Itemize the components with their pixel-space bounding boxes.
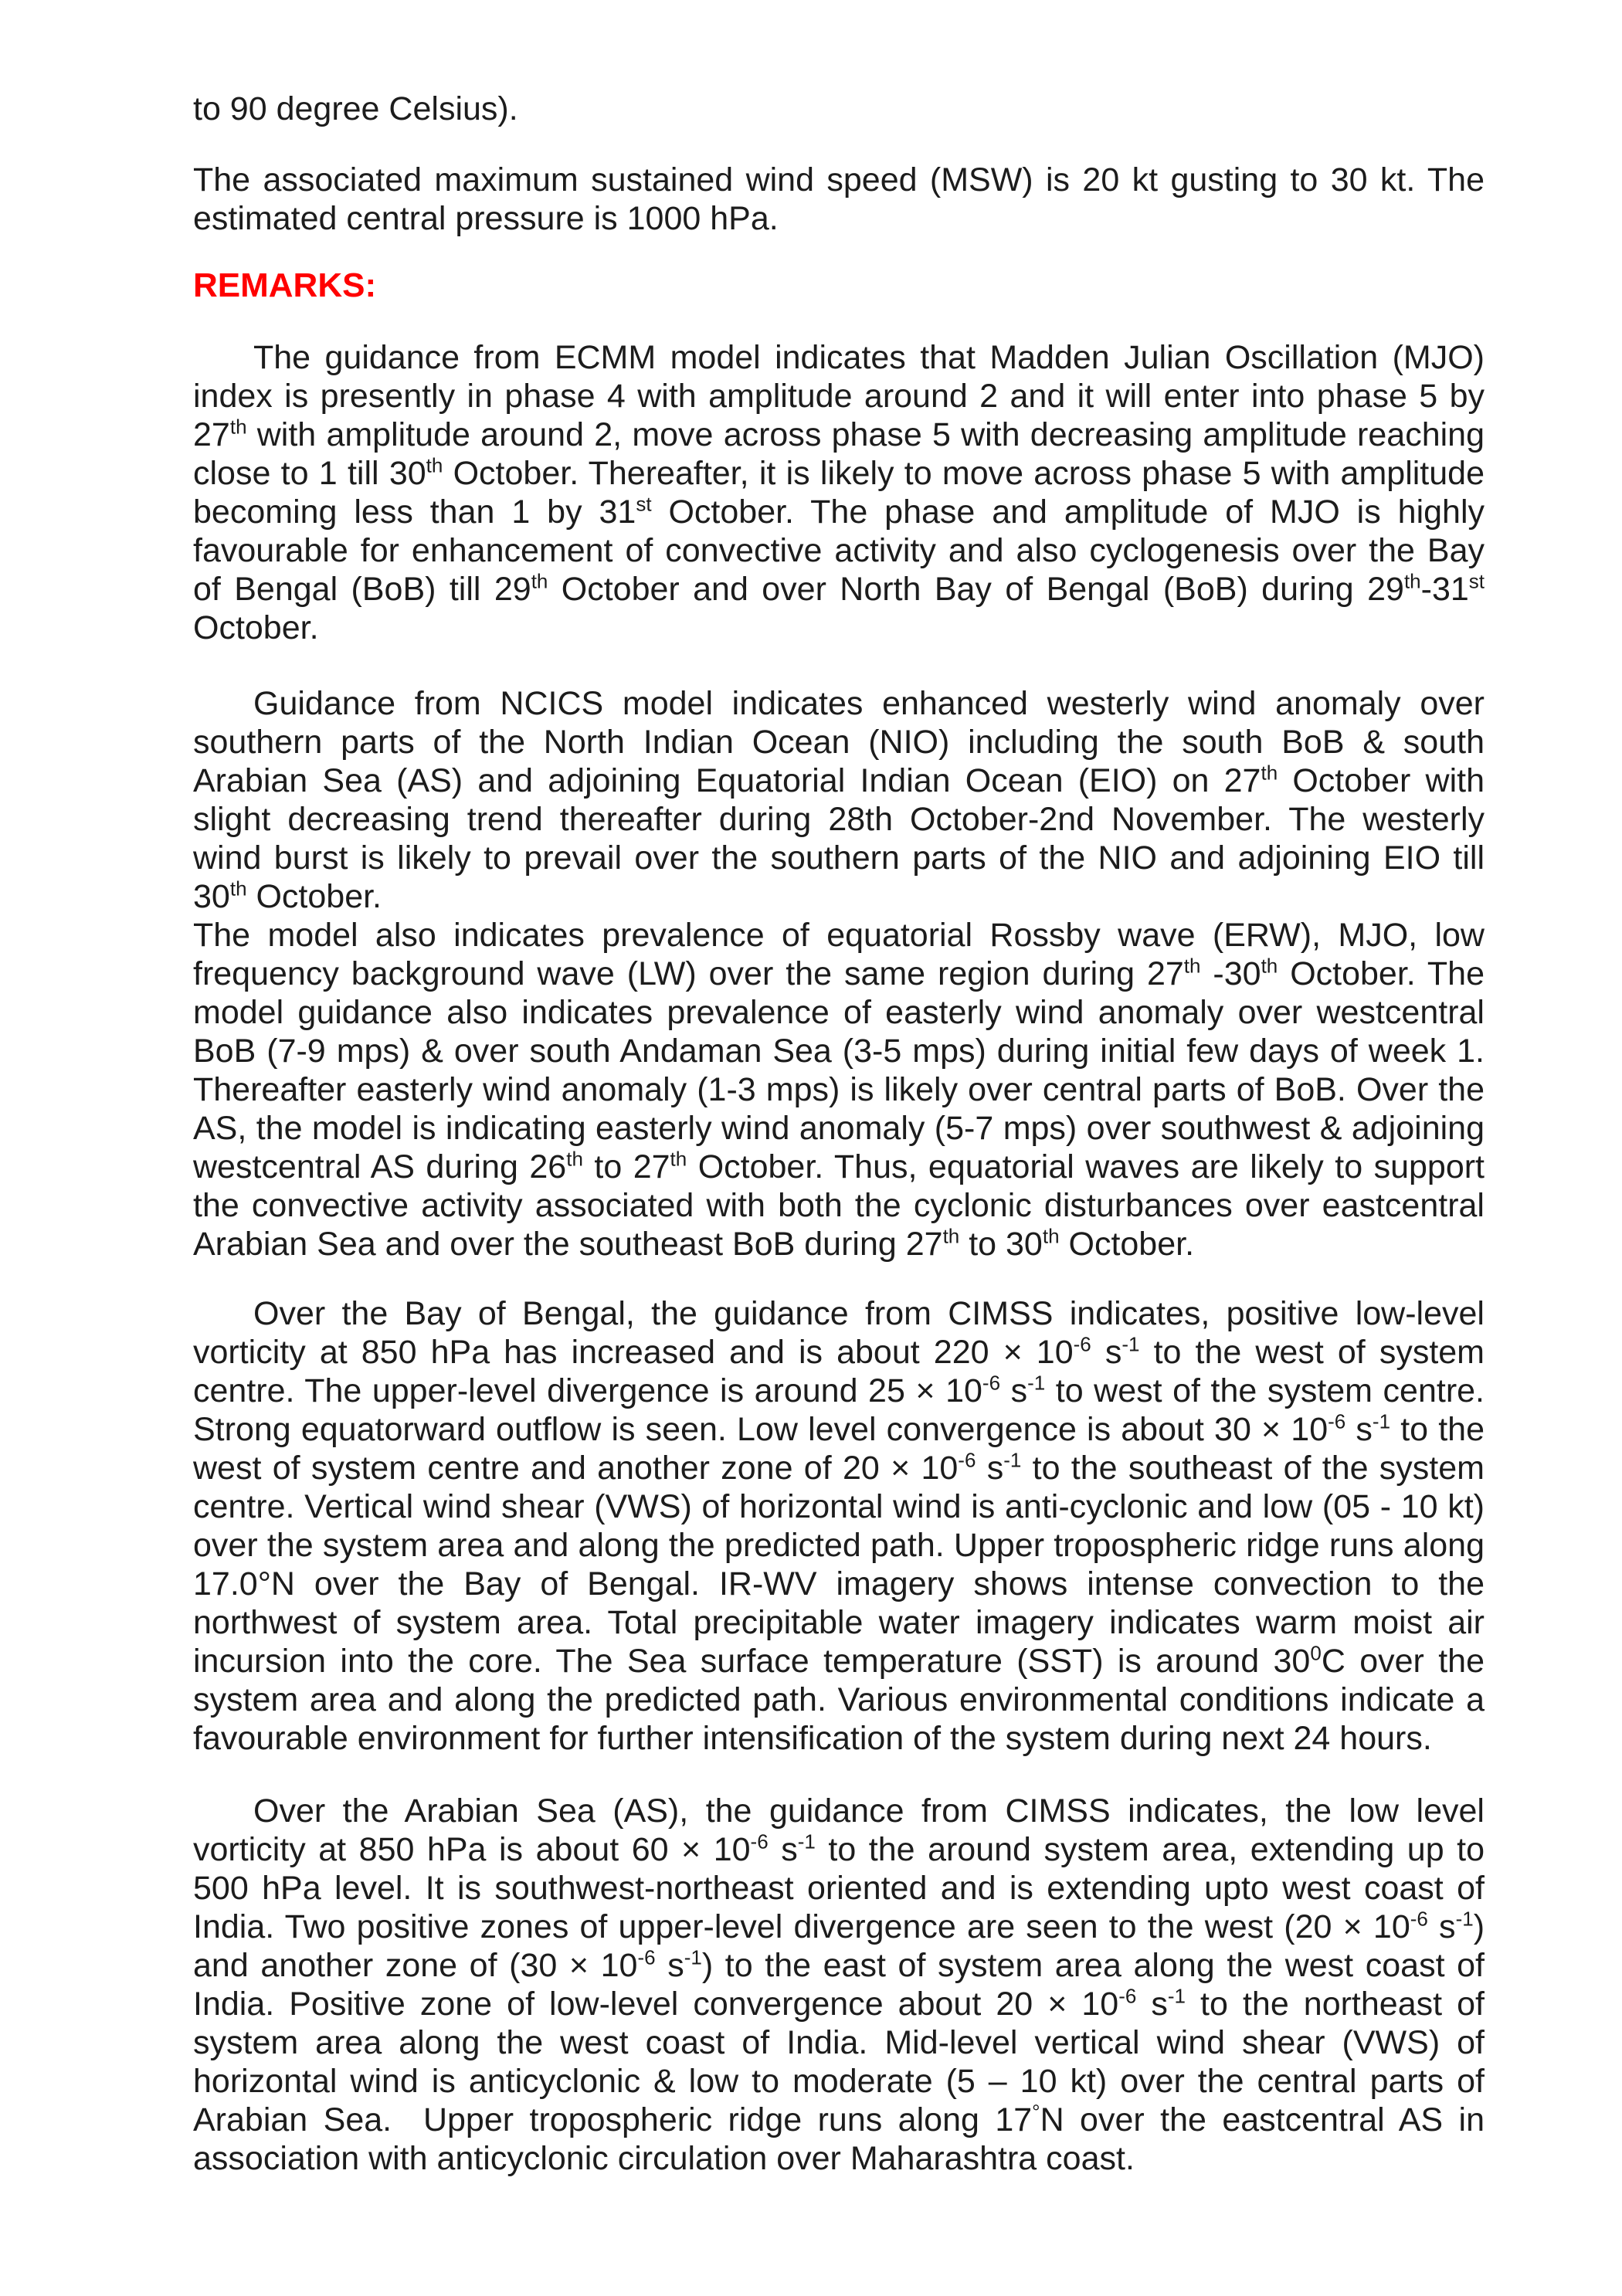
- text-run: The model also indicates prevalence of equatorial Rossby wave (ERW), MJO, low frequency background wave (LW) over the same region during 27: [193, 917, 1485, 992]
- text-run: s: [1427, 1908, 1456, 1945]
- text-run: s: [655, 1947, 684, 1984]
- text-run: to the west of system centre and another zone of 20 × 10: [193, 1411, 1485, 1487]
- superscript: th: [426, 453, 443, 477]
- superscript: -6: [637, 1945, 656, 1969]
- text-run: -31: [1420, 571, 1469, 608]
- text-run: s: [976, 1450, 1004, 1487]
- text-run: October. The model guidance also indicates prevalence of easterly wind anomaly over westcentral BoB (7-9 mps) & over south Andaman Sea (3-5 mps) during initial few days of week 1. Thereafter easterly wind anomaly (1-3 mps) is likely over central parts of BoB. Over the AS, the model is indicating easterly wind anomaly (5-7 mps) over southwest & adjoining westcentral AS during 26: [193, 955, 1485, 1185]
- superscript: th: [229, 877, 247, 900]
- text-run: s: [1136, 1986, 1168, 2023]
- text-run: ) to the east of system area along the west coast of India. Positive zone of low-level convergence about 20 × 10: [193, 1947, 1485, 2023]
- paragraph-cimss-bay-of-bengal: [193, 1294, 1485, 1758]
- text-run: -30: [1200, 955, 1261, 992]
- paragraph-ecmm-mjo: [193, 338, 1485, 647]
- intro-line: to 90 degree Celsius).: [193, 90, 518, 127]
- text-run: to the northeast of system area along the west coast of India. Mid-level vertical wind shear (VWS) of horizontal wind is anticyclonic & low to moderate (5 – 10 kt) over the central parts of Arabian Sea. Upper tropospheric ridge runs along 17: [193, 1986, 1485, 2138]
- text-run: s: [1091, 1334, 1122, 1371]
- superscript: th: [1183, 954, 1201, 978]
- text-run: October with slight decreasing trend thereafter during 28th October-2nd November. The westerly wind burst is likely to prevail over the southern parts of the NIO and adjoining EIO till 30: [193, 762, 1485, 915]
- text-run: October. Thereafter, it is likely to move across phase 5 with amplitude becoming less than 1 by 31: [193, 455, 1485, 531]
- paragraph-equatorial-waves: [193, 916, 1485, 1263]
- superscript: -6: [750, 1830, 769, 1853]
- text-run: to west of the system centre. Strong equatorward outflow is seen. Low level convergence is about 30 × 10: [193, 1372, 1485, 1448]
- paragraph-ncics: [193, 684, 1485, 916]
- superscript: 0: [1310, 1641, 1322, 1665]
- superscript: -6: [1118, 1984, 1137, 2008]
- text-run: Over the Bay of Bengal, the guidance from CIMSS indicates, positive low-level vorticity at 850 hPa has increased and is about 220 × 10: [193, 1295, 1485, 1371]
- superscript: -1: [797, 1830, 816, 1853]
- text-run: s: [768, 1831, 798, 1868]
- text-run: to the west of system centre. The upper-level divergence is around 25 × 10: [193, 1334, 1485, 1409]
- superscript: -1: [1003, 1448, 1022, 1472]
- text-run: to 27: [582, 1148, 670, 1185]
- superscript: th: [229, 415, 247, 439]
- text-run: to 30: [959, 1226, 1043, 1263]
- superscript: -6: [1328, 1409, 1346, 1433]
- superscript: th: [670, 1147, 687, 1171]
- superscript: th: [942, 1224, 960, 1248]
- text-run: s: [1000, 1372, 1028, 1409]
- text-run: October and over North Bay of Bengal (BoB) during 29: [548, 571, 1404, 608]
- superscript: -6: [982, 1371, 1001, 1395]
- superscript: th: [1261, 954, 1278, 978]
- text-run: ) and another zone of (30 × 10: [193, 1908, 1485, 1984]
- text-run: Guidance from NCICS model indicates enhanced westerly wind anomaly over southern parts of the North Indian Ocean (NIO) including the south BoB & south Arabian Sea (AS) and adjoining Equatorial Indian Ocean (EIO) on 27: [193, 685, 1485, 799]
- text-run: Over the Arabian Sea (AS), the guidance from CIMSS indicates, the low level vorticity at 850 hPa is about 60 × 10: [193, 1792, 1485, 1868]
- superscript: th: [1042, 1224, 1060, 1248]
- superscript: st: [636, 492, 652, 516]
- superscript: th: [1403, 569, 1421, 593]
- remarks-heading: REMARKS:: [193, 266, 377, 304]
- text-run: N over the eastcentral AS in association with anticyclonic circulation over Maharashtra coast.: [193, 2101, 1485, 2177]
- superscript: -6: [1410, 1907, 1428, 1931]
- text-run: October.: [246, 878, 382, 915]
- superscript: -1: [1372, 1409, 1391, 1433]
- superscript: -1: [1167, 1984, 1186, 2008]
- superscript: -1: [684, 1945, 702, 1969]
- text-run: The guidance from ECMM model indicates that Madden Julian Oscillation (MJO) index is presently in phase 4 with amplitude around 2 and it will enter into phase 5 by 27: [193, 339, 1485, 453]
- text-run: October.: [193, 609, 319, 646]
- superscript: °: [1032, 2100, 1040, 2124]
- text-run: to the southeast of the system centre. Vertical wind shear (VWS) of horizontal wind is anti-cyclonic and low (05 - 10 kt) over the system area and along the predicted path. Upper tropospheric ridge runs along 17.0°N over the Bay of Bengal. IR-WV imagery shows intense convection to the northwest of system area. Total precipitable water imagery indicates warm moist air incursion into the core. The Sea surface temperature (SST) is around 30: [193, 1450, 1485, 1680]
- msw-paragraph: The associated maximum sustained wind speed (MSW) is 20 kt gusting to 30 kt. The estimated central pressure is 1000 hPa.: [193, 161, 1485, 237]
- text-run: October.: [1059, 1226, 1195, 1263]
- text-run: s: [1345, 1411, 1373, 1448]
- text-run: October. Thus, equatorial waves are likely to support the convective activity associated with both the cyclonic disturbances over eastcentral Arabian Sea and over the southeast BoB during 27: [193, 1148, 1485, 1263]
- superscript: -6: [1073, 1332, 1091, 1356]
- superscript: th: [1261, 761, 1278, 785]
- superscript: -6: [958, 1448, 976, 1472]
- superscript: th: [566, 1147, 583, 1171]
- superscript: th: [531, 569, 548, 593]
- text-run: C over the system area and along the predicted path. Various environmental conditions indicate a favourable environment for further intensification of the system during next 24 hours.: [193, 1643, 1485, 1757]
- superscript: -1: [1455, 1907, 1474, 1931]
- text-run: with amplitude around 2, move across phase 5 with decreasing amplitude reaching close to 1 till 30: [193, 416, 1485, 492]
- text-run: October. The phase and amplitude of MJO is highly favourable for enhancement of convective activity and also cyclogenesis over the Bay of Bengal (BoB) till 29: [193, 493, 1485, 608]
- paragraph-cimss-arabian-sea: [193, 1792, 1485, 2178]
- superscript: -1: [1027, 1371, 1046, 1395]
- text-run: to the around system area, extending up to 500 hPa level. It is southwest-northeast oriented and is extending upto west coast of India. Two positive zones of upper-level divergence are seen to the west (20 × 10: [193, 1831, 1485, 1945]
- superscript: st: [1468, 569, 1485, 593]
- superscript: -1: [1121, 1332, 1140, 1356]
